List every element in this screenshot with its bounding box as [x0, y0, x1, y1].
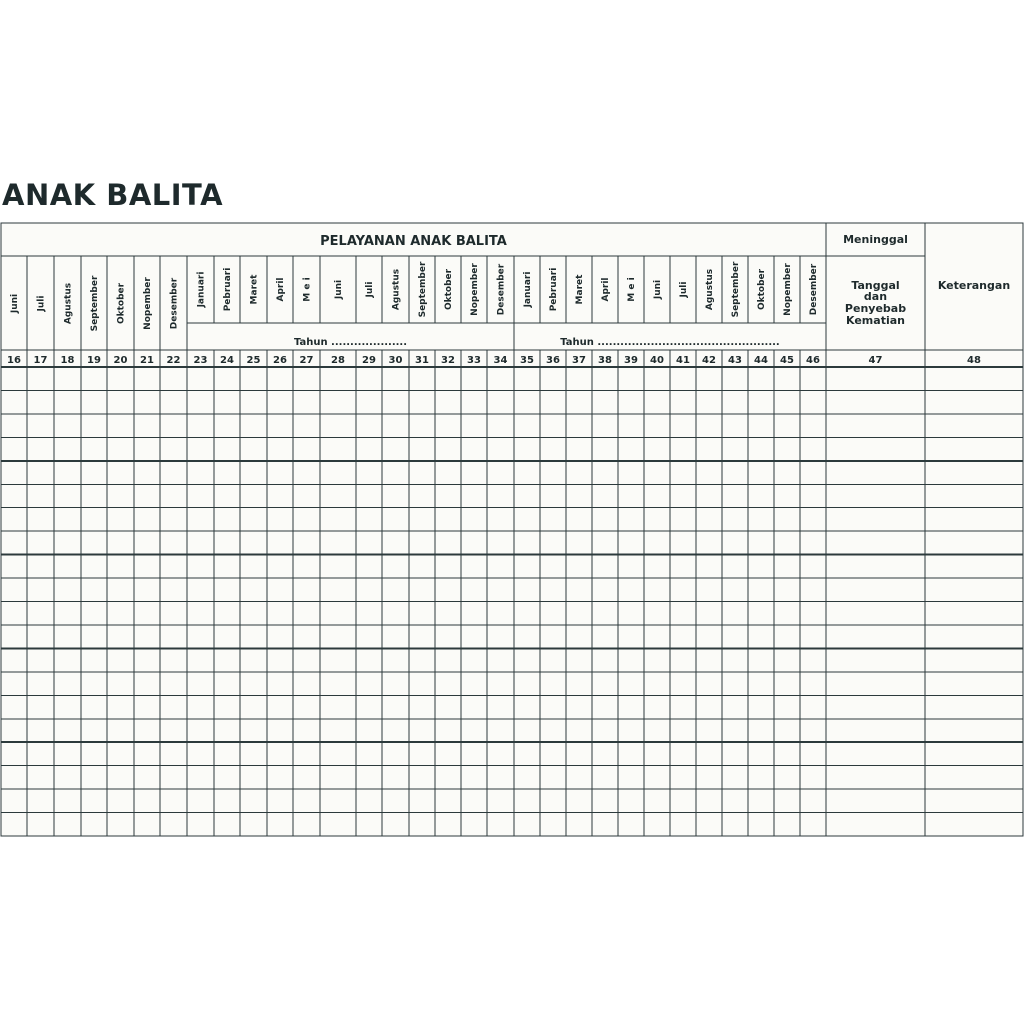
- column-number: 40: [650, 355, 664, 366]
- column-number: 47: [868, 355, 883, 366]
- month-label: Juli: [365, 281, 375, 298]
- month-label: Agustus: [63, 282, 74, 325]
- column-number: 25: [246, 355, 261, 366]
- month-label: Nopember: [470, 263, 480, 316]
- column-number: 39: [624, 355, 638, 366]
- column-number: 36: [546, 355, 560, 366]
- column-number: 27: [299, 355, 314, 366]
- month-label: Desember: [496, 263, 507, 316]
- column-number: 37: [572, 355, 586, 366]
- month-label: Juni: [653, 279, 663, 300]
- month-label: Maret: [249, 274, 260, 305]
- month-label: Juli: [36, 295, 47, 312]
- column-number: 45: [780, 355, 794, 366]
- month-label: Januari: [196, 271, 207, 308]
- month-label: September: [418, 261, 428, 318]
- column-number: 41: [676, 355, 690, 366]
- month-label: September: [731, 261, 741, 318]
- column-number: 21: [140, 355, 154, 366]
- column-number: 38: [598, 355, 612, 366]
- meninggal-header: Meninggal: [843, 233, 908, 246]
- meninggal-sub-label: Tanggal: [851, 279, 900, 292]
- month-label: Desember: [809, 263, 819, 316]
- column-number: 43: [728, 355, 742, 366]
- month-label: April: [276, 277, 286, 302]
- meninggal-sub-label: Kematian: [846, 314, 905, 327]
- month-label: Oktober: [444, 268, 454, 311]
- column-number: 42: [702, 355, 716, 366]
- keterangan-header: Keterangan: [937, 279, 1011, 292]
- page-title: ANAK BALITA: [2, 178, 224, 212]
- meninggal-sub-label: dan: [863, 290, 888, 303]
- column-number: 17: [33, 355, 48, 366]
- column-number: 31: [415, 355, 429, 366]
- month-label: September: [90, 275, 100, 332]
- tahun-label-2: Tahun ................................................: [560, 337, 780, 348]
- main-header: PELAYANAN ANAK BALITA: [320, 234, 507, 249]
- month-label: Oktober: [116, 282, 127, 325]
- month-label: Pebruari: [223, 267, 233, 312]
- column-number: 34: [493, 355, 508, 366]
- column-number: 48: [967, 355, 981, 366]
- column-number: 30: [388, 355, 403, 366]
- column-number: 32: [441, 355, 455, 366]
- column-number: 26: [273, 355, 287, 366]
- month-label: Juni: [334, 279, 344, 300]
- month-label: Oktober: [757, 268, 767, 311]
- meninggal-sub-label: Penyebab: [844, 302, 907, 315]
- month-label: Nopember: [783, 263, 793, 316]
- column-number: 24: [220, 355, 234, 366]
- month-label: Maret: [575, 274, 585, 305]
- column-number: 33: [467, 355, 481, 366]
- column-number: 46: [806, 355, 820, 366]
- month-label: Agustus: [391, 268, 402, 311]
- month-label: Januari: [523, 271, 533, 308]
- month-label: Agustus: [705, 268, 715, 311]
- column-number: 20: [113, 355, 128, 366]
- column-number: 35: [520, 355, 534, 366]
- month-label: April: [601, 277, 611, 302]
- month-label: Juli: [679, 281, 689, 298]
- month-label: Pebruari: [549, 267, 559, 312]
- column-number: 19: [87, 355, 101, 366]
- column-number: 44: [754, 355, 768, 366]
- month-label: M e i: [627, 277, 637, 302]
- month-label: Desember: [169, 277, 180, 330]
- month-label: Juni: [10, 293, 20, 314]
- tahun-label-1: Tahun ....................: [293, 337, 408, 348]
- column-number: 23: [193, 355, 208, 366]
- column-number: 28: [331, 355, 345, 366]
- column-number: 22: [166, 355, 181, 366]
- column-number: 16: [7, 355, 21, 366]
- column-number: 18: [60, 355, 75, 366]
- column-number: 29: [362, 355, 376, 366]
- month-label: Nopember: [143, 277, 153, 330]
- month-label: M e i: [302, 277, 313, 302]
